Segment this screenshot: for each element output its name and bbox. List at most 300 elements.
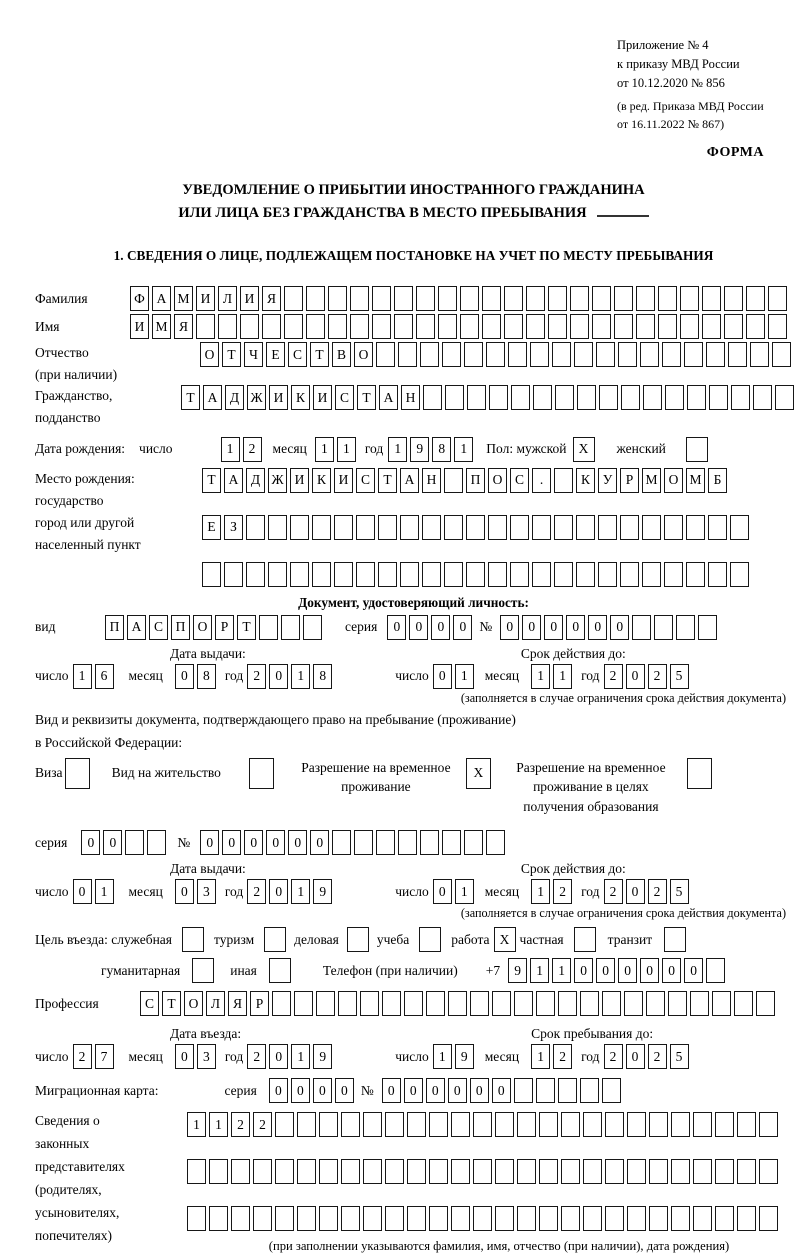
cell-box[interactable]: 9 [455,1044,474,1069]
cell-box[interactable] [473,1112,492,1137]
cell-box[interactable] [649,1159,668,1184]
cell-box[interactable] [583,1112,602,1137]
cell-box[interactable] [632,615,651,640]
cell-box[interactable]: 0 [588,615,607,640]
cell-box[interactable]: Р [215,615,234,640]
cell-box[interactable]: 2 [648,664,667,689]
cell-box[interactable] [467,385,486,410]
cell-box[interactable] [658,314,677,339]
cell-box[interactable]: 1 [291,1044,310,1069]
cell-box[interactable]: 7 [95,1044,114,1069]
cell-box[interactable] [303,615,322,640]
cell-box[interactable]: И [196,286,215,311]
cell-box[interactable]: 0 [269,1044,288,1069]
cell-box[interactable] [684,342,703,367]
cell-box[interactable] [614,314,633,339]
cell-box[interactable] [702,286,721,311]
work-checkbox[interactable]: X [494,927,516,952]
cell-box[interactable]: В [332,342,351,367]
cell-box[interactable]: Т [222,342,241,367]
cell-box[interactable]: О [200,342,219,367]
cell-box[interactable] [654,615,673,640]
temp-residence-edu-checkbox[interactable] [687,758,712,789]
cell-box[interactable] [382,991,401,1016]
private-checkbox[interactable] [574,927,596,952]
cell-box[interactable] [598,562,617,587]
cell-box[interactable]: 1 [433,1044,452,1069]
cell-box[interactable] [658,286,677,311]
cell-box[interactable] [561,1206,580,1231]
cell-box[interactable] [284,286,303,311]
cell-box[interactable]: О [193,615,212,640]
cell-box[interactable] [759,1159,778,1184]
cell-box[interactable] [422,515,441,540]
cell-box[interactable] [404,991,423,1016]
cell-box[interactable] [334,515,353,540]
cell-box[interactable] [246,562,265,587]
cell-box[interactable] [627,1112,646,1137]
cell-box[interactable]: 1 [187,1112,206,1137]
cell-box[interactable]: А [203,385,222,410]
cell-box[interactable] [730,562,749,587]
cell-box[interactable] [224,562,243,587]
cell-box[interactable] [486,830,505,855]
cell-box[interactable] [470,991,489,1016]
cell-box[interactable] [759,1206,778,1231]
cell-box[interactable] [605,1159,624,1184]
cell-box[interactable] [746,286,765,311]
cell-box[interactable] [376,830,395,855]
cell-box[interactable]: Т [202,468,221,493]
cell-box[interactable] [488,515,507,540]
cell-box[interactable] [246,515,265,540]
cell-box[interactable]: 1 [530,958,549,983]
cell-box[interactable]: А [379,385,398,410]
cell-box[interactable]: 3 [197,1044,216,1069]
cell-box[interactable] [671,1159,690,1184]
cell-box[interactable] [451,1112,470,1137]
cell-box[interactable]: М [686,468,705,493]
cell-box[interactable]: 0 [610,615,629,640]
cell-box[interactable] [187,1206,206,1231]
cell-box[interactable]: Я [228,991,247,1016]
cell-box[interactable] [209,1159,228,1184]
cell-box[interactable]: С [356,468,375,493]
cell-box[interactable]: И [290,468,309,493]
cell-box[interactable]: 8 [313,664,332,689]
cell-box[interactable] [328,286,347,311]
cell-box[interactable]: 0 [500,615,519,640]
cell-box[interactable] [268,515,287,540]
cell-box[interactable]: 1 [531,1044,550,1069]
cell-box[interactable]: 0 [640,958,659,983]
cell-box[interactable] [708,515,727,540]
cell-box[interactable] [202,562,221,587]
cell-box[interactable]: 0 [269,1078,288,1103]
cell-box[interactable] [341,1159,360,1184]
cell-box[interactable]: 0 [175,879,194,904]
cell-box[interactable] [398,342,417,367]
cell-box[interactable] [294,991,313,1016]
cell-box[interactable] [407,1206,426,1231]
cell-box[interactable] [517,1159,536,1184]
cell-box[interactable]: Ф [130,286,149,311]
business-checkbox[interactable] [347,927,369,952]
cell-box[interactable] [464,342,483,367]
cell-box[interactable] [253,1159,272,1184]
cell-box[interactable] [442,342,461,367]
cell-box[interactable]: . [532,468,551,493]
cell-box[interactable]: А [152,286,171,311]
cell-box[interactable]: 9 [313,879,332,904]
cell-box[interactable]: 2 [553,1044,572,1069]
residence-permit-checkbox[interactable] [249,758,274,789]
cell-box[interactable] [728,342,747,367]
cell-box[interactable] [712,991,731,1016]
cell-box[interactable] [554,562,573,587]
cell-box[interactable] [464,830,483,855]
cell-box[interactable]: А [224,468,243,493]
cell-box[interactable]: 0 [470,1078,489,1103]
cell-box[interactable]: 8 [432,437,451,462]
cell-box[interactable]: Д [225,385,244,410]
cell-box[interactable]: 0 [626,879,645,904]
cell-box[interactable] [536,1078,555,1103]
cell-box[interactable] [555,385,574,410]
cell-box[interactable]: 0 [448,1078,467,1103]
cell-box[interactable] [775,385,794,410]
cell-box[interactable] [125,830,144,855]
cell-box[interactable] [350,314,369,339]
cell-box[interactable] [290,562,309,587]
cell-box[interactable] [526,314,545,339]
cell-box[interactable]: 0 [626,1044,645,1069]
cell-box[interactable]: 0 [200,830,219,855]
cell-box[interactable] [526,286,545,311]
cell-box[interactable]: К [291,385,310,410]
cell-box[interactable] [312,562,331,587]
cell-box[interactable]: 0 [266,830,285,855]
cell-box[interactable] [664,515,683,540]
cell-box[interactable] [614,286,633,311]
cell-box[interactable] [334,562,353,587]
cell-box[interactable] [533,385,552,410]
cell-box[interactable] [734,991,753,1016]
cell-box[interactable]: М [642,468,661,493]
cell-box[interactable] [671,1112,690,1137]
cell-box[interactable] [662,342,681,367]
cell-box[interactable] [341,1206,360,1231]
cell-box[interactable] [737,1159,756,1184]
cell-box[interactable] [576,515,595,540]
cell-box[interactable] [642,562,661,587]
cell-box[interactable] [422,562,441,587]
cell-box[interactable]: Л [206,991,225,1016]
cell-box[interactable] [272,991,291,1016]
cell-box[interactable]: 0 [244,830,263,855]
cell-box[interactable] [398,830,417,855]
cell-box[interactable]: С [510,468,529,493]
cell-box[interactable] [570,314,589,339]
cell-box[interactable] [539,1206,558,1231]
cell-box[interactable] [750,342,769,367]
cell-box[interactable] [438,286,457,311]
cell-box[interactable] [708,562,727,587]
cell-box[interactable] [539,1159,558,1184]
cell-box[interactable]: О [184,991,203,1016]
cell-box[interactable]: 2 [648,879,667,904]
cell-box[interactable] [495,1112,514,1137]
cell-box[interactable] [649,1112,668,1137]
cell-box[interactable] [539,1112,558,1137]
cell-box[interactable] [602,991,621,1016]
cell-box[interactable]: 0 [544,615,563,640]
cell-box[interactable]: 0 [574,958,593,983]
cell-box[interactable] [532,562,551,587]
cell-box[interactable] [147,830,166,855]
cell-box[interactable] [482,314,501,339]
cell-box[interactable] [350,286,369,311]
cell-box[interactable]: 1 [455,879,474,904]
cell-box[interactable] [715,1112,734,1137]
cell-box[interactable]: 2 [253,1112,272,1137]
cell-box[interactable] [536,991,555,1016]
cell-box[interactable]: Р [250,991,269,1016]
cell-box[interactable] [592,314,611,339]
gender-male-checkbox[interactable]: X [573,437,595,462]
cell-box[interactable] [316,991,335,1016]
cell-box[interactable]: Е [266,342,285,367]
cell-box[interactable] [680,314,699,339]
cell-box[interactable] [676,615,695,640]
cell-box[interactable] [596,342,615,367]
cell-box[interactable] [640,342,659,367]
cell-box[interactable] [620,562,639,587]
cell-box[interactable]: Д [246,468,265,493]
cell-box[interactable] [756,991,775,1016]
cell-box[interactable]: 1 [291,879,310,904]
cell-box[interactable]: 9 [508,958,527,983]
cell-box[interactable]: 0 [522,615,541,640]
cell-box[interactable] [583,1206,602,1231]
cell-box[interactable] [649,1206,668,1231]
cell-box[interactable] [442,830,461,855]
cell-box[interactable] [664,562,683,587]
cell-box[interactable]: Я [174,314,193,339]
cell-box[interactable]: 5 [670,664,689,689]
cell-box[interactable]: 2 [247,664,266,689]
cell-box[interactable]: З [224,515,243,540]
cell-box[interactable] [281,615,300,640]
cell-box[interactable] [548,286,567,311]
cell-box[interactable] [693,1159,712,1184]
cell-box[interactable] [356,515,375,540]
cell-box[interactable] [376,342,395,367]
cell-box[interactable]: 6 [95,664,114,689]
purpose-official-checkbox[interactable] [182,927,204,952]
cell-box[interactable] [460,286,479,311]
cell-box[interactable] [451,1159,470,1184]
cell-box[interactable]: 1 [73,664,92,689]
cell-box[interactable] [698,615,717,640]
cell-box[interactable] [328,314,347,339]
cell-box[interactable] [643,385,662,410]
cell-box[interactable] [731,385,750,410]
cell-box[interactable]: 1 [531,664,550,689]
cell-box[interactable] [466,515,485,540]
cell-box[interactable] [686,562,705,587]
cell-box[interactable] [385,1112,404,1137]
cell-box[interactable] [680,286,699,311]
cell-box[interactable]: И [240,286,259,311]
cell-box[interactable] [445,385,464,410]
cell-box[interactable] [448,991,467,1016]
cell-box[interactable] [444,515,463,540]
cell-box[interactable] [416,314,435,339]
cell-box[interactable]: Л [218,286,237,311]
cell-box[interactable] [552,342,571,367]
cell-box[interactable] [583,1159,602,1184]
cell-box[interactable] [420,830,439,855]
cell-box[interactable]: И [334,468,353,493]
cell-box[interactable] [486,342,505,367]
cell-box[interactable] [517,1206,536,1231]
cell-box[interactable] [561,1112,580,1137]
cell-box[interactable] [394,286,413,311]
cell-box[interactable]: 0 [382,1078,401,1103]
cell-box[interactable]: О [488,468,507,493]
cell-box[interactable] [196,314,215,339]
cell-box[interactable] [231,1206,250,1231]
other-checkbox[interactable] [269,958,291,983]
cell-box[interactable]: 1 [95,879,114,904]
cell-box[interactable] [460,314,479,339]
cell-box[interactable]: Б [708,468,727,493]
cell-box[interactable] [400,515,419,540]
temp-residence-checkbox[interactable]: X [466,758,491,789]
cell-box[interactable] [530,342,549,367]
cell-box[interactable]: 8 [197,664,216,689]
cell-box[interactable]: 5 [670,879,689,904]
cell-box[interactable] [275,1112,294,1137]
cell-box[interactable] [360,991,379,1016]
cell-box[interactable]: Н [422,468,441,493]
cell-box[interactable]: П [105,615,124,640]
cell-box[interactable] [558,1078,577,1103]
cell-box[interactable] [514,1078,533,1103]
cell-box[interactable]: М [152,314,171,339]
cell-box[interactable] [504,314,523,339]
cell-box[interactable] [737,1206,756,1231]
cell-box[interactable]: 1 [315,437,334,462]
cell-box[interactable]: 0 [426,1078,445,1103]
cell-box[interactable]: К [312,468,331,493]
cell-box[interactable]: 0 [222,830,241,855]
cell-box[interactable]: Ж [247,385,266,410]
cell-box[interactable]: О [664,468,683,493]
cell-box[interactable] [715,1206,734,1231]
cell-box[interactable]: 9 [410,437,429,462]
cell-box[interactable]: 0 [103,830,122,855]
cell-box[interactable]: 0 [492,1078,511,1103]
cell-box[interactable] [290,515,309,540]
cell-box[interactable]: 0 [433,879,452,904]
cell-box[interactable] [668,991,687,1016]
cell-box[interactable] [275,1159,294,1184]
cell-box[interactable] [624,991,643,1016]
cell-box[interactable] [737,1112,756,1137]
cell-box[interactable]: 0 [73,879,92,904]
cell-box[interactable]: Ч [244,342,263,367]
cell-box[interactable] [577,385,596,410]
cell-box[interactable] [319,1159,338,1184]
cell-box[interactable]: И [313,385,332,410]
cell-box[interactable]: 1 [291,664,310,689]
cell-box[interactable] [297,1112,316,1137]
cell-box[interactable] [627,1159,646,1184]
cell-box[interactable] [618,342,637,367]
cell-box[interactable]: 5 [670,1044,689,1069]
gender-female-checkbox[interactable] [686,437,708,462]
cell-box[interactable]: 0 [335,1078,354,1103]
cell-box[interactable] [570,286,589,311]
cell-box[interactable] [554,468,573,493]
cell-box[interactable] [372,286,391,311]
cell-box[interactable]: С [149,615,168,640]
cell-box[interactable] [488,562,507,587]
cell-box[interactable]: Н [401,385,420,410]
cell-box[interactable] [558,991,577,1016]
cell-box[interactable] [231,1159,250,1184]
cell-box[interactable] [574,342,593,367]
cell-box[interactable]: 0 [81,830,100,855]
cell-box[interactable]: 2 [604,879,623,904]
cell-box[interactable] [599,385,618,410]
cell-box[interactable] [319,1112,338,1137]
cell-box[interactable] [687,385,706,410]
cell-box[interactable] [356,562,375,587]
cell-box[interactable]: 2 [73,1044,92,1069]
cell-box[interactable] [561,1159,580,1184]
cell-box[interactable] [627,1206,646,1231]
cell-box[interactable] [605,1112,624,1137]
cell-box[interactable]: 2 [604,664,623,689]
cell-box[interactable] [671,1206,690,1231]
cell-box[interactable]: Т [237,615,256,640]
cell-box[interactable]: 0 [175,664,194,689]
cell-box[interactable] [262,314,281,339]
cell-box[interactable] [517,1112,536,1137]
cell-box[interactable] [489,385,508,410]
cell-box[interactable] [759,1112,778,1137]
cell-box[interactable] [332,830,351,855]
cell-box[interactable]: 0 [596,958,615,983]
cell-box[interactable]: Т [162,991,181,1016]
cell-box[interactable] [554,515,573,540]
cell-box[interactable] [429,1206,448,1231]
cell-box[interactable] [438,314,457,339]
cell-box[interactable] [253,1206,272,1231]
cell-box[interactable] [508,342,527,367]
cell-box[interactable] [514,991,533,1016]
cell-box[interactable] [306,314,325,339]
cell-box[interactable] [400,562,419,587]
cell-box[interactable] [416,286,435,311]
cell-box[interactable] [621,385,640,410]
cell-box[interactable]: 2 [231,1112,250,1137]
cell-box[interactable] [385,1159,404,1184]
tourism-checkbox[interactable] [264,927,286,952]
